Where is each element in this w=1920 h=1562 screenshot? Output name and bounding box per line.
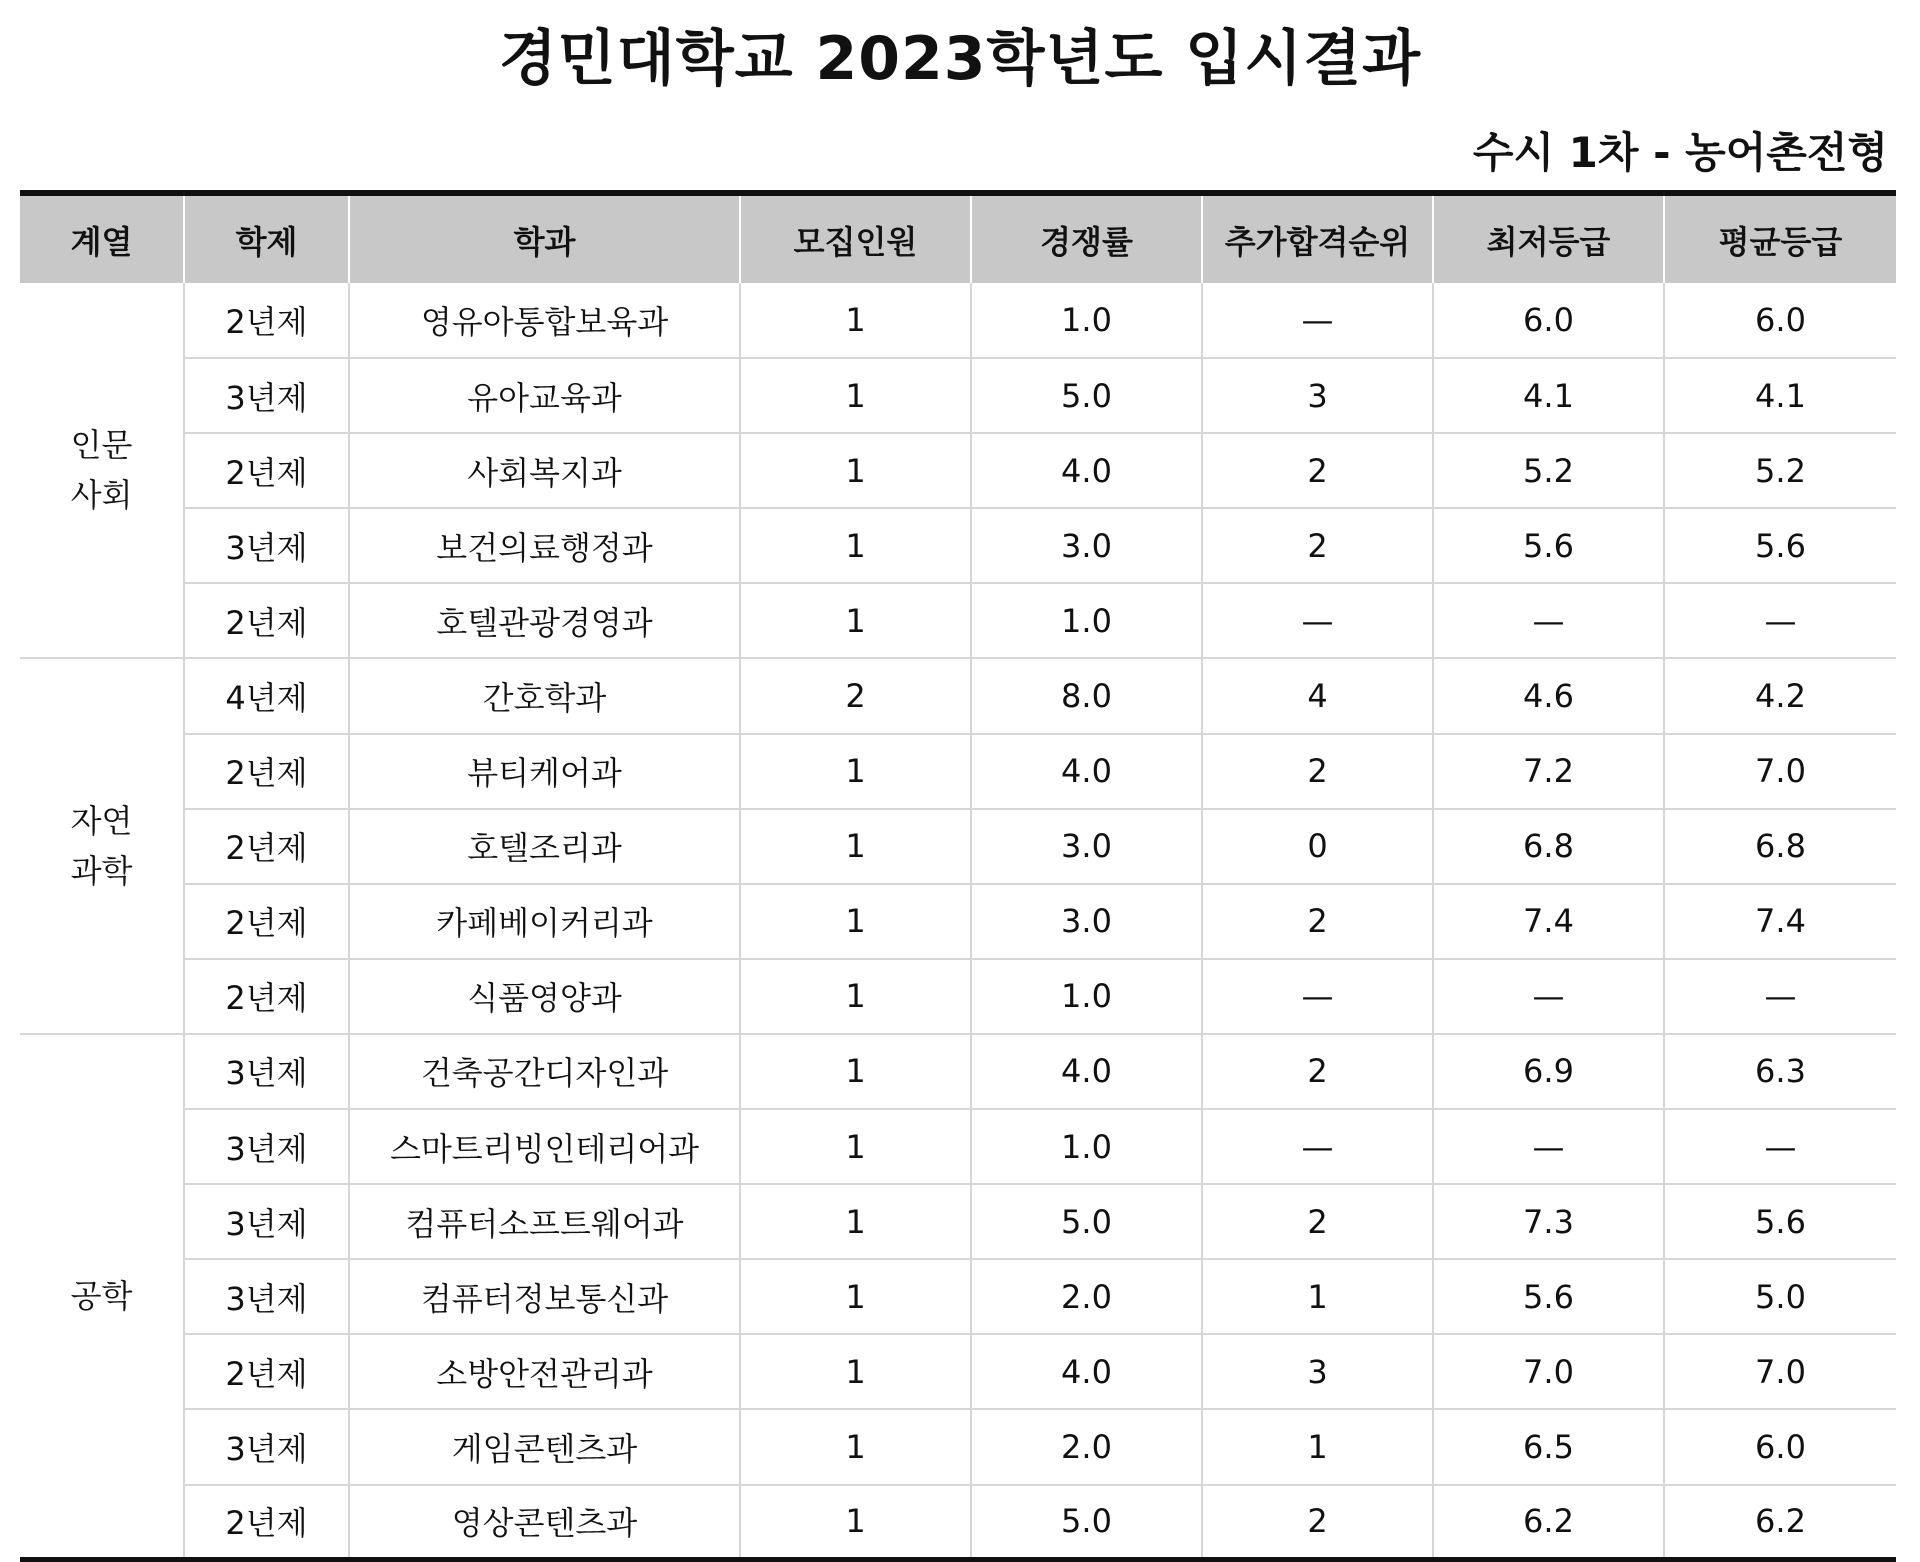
group-name-line: 공학 xyxy=(70,1277,133,1316)
avg-grade-cell: 7.0 xyxy=(1664,734,1896,809)
additional-rank-cell: 2 xyxy=(1202,1184,1433,1259)
avg-grade-cell: 6.0 xyxy=(1664,1409,1896,1484)
group-cell xyxy=(20,658,184,1033)
department-cell: 스마트리빙인테리어과 xyxy=(349,1109,740,1184)
avg-grade-cell: 4.1 xyxy=(1664,358,1896,433)
min-grade-cell: 6.9 xyxy=(1433,1034,1664,1109)
avg-grade-cell: 6.8 xyxy=(1664,809,1896,884)
additional-rank-cell: 3 xyxy=(1202,358,1433,433)
quota-cell: 1 xyxy=(740,959,971,1034)
table-row xyxy=(20,1109,1896,1184)
min-grade-cell: 7.0 xyxy=(1433,1334,1664,1409)
additional-rank-cell: 1 xyxy=(1202,1259,1433,1334)
additional-rank-cell: 2 xyxy=(1202,508,1433,583)
competition-rate-cell: 3.0 xyxy=(971,809,1202,884)
program-length-cell: 2년제 xyxy=(184,959,349,1034)
table-row xyxy=(20,1485,1896,1560)
program-length-cell: 2년제 xyxy=(184,809,349,884)
department-cell: 유아교육과 xyxy=(349,358,740,433)
competition-rate-cell: 4.0 xyxy=(971,734,1202,809)
min-grade-cell: 6.5 xyxy=(1433,1409,1664,1484)
avg-grade-cell: 6.2 xyxy=(1664,1485,1896,1560)
quota-cell: 1 xyxy=(740,734,971,809)
additional-rank-cell: 2 xyxy=(1202,433,1433,508)
additional-rank-cell: 4 xyxy=(1202,658,1433,733)
min-grade-cell: 4.6 xyxy=(1433,658,1664,733)
group-cell xyxy=(20,1034,184,1560)
quota-cell: 1 xyxy=(740,1184,971,1259)
min-grade-cell: 7.2 xyxy=(1433,734,1664,809)
competition-rate-cell: 1.0 xyxy=(971,959,1202,1034)
competition-rate-cell: 5.0 xyxy=(971,358,1202,433)
additional-rank-cell: — xyxy=(1202,583,1433,658)
header-cell-field: 계열 xyxy=(20,193,184,283)
competition-rate-cell: 2.0 xyxy=(971,1259,1202,1334)
avg-grade-cell: 7.0 xyxy=(1664,1334,1896,1409)
table-row xyxy=(20,1034,1896,1109)
competition-rate-cell: 4.0 xyxy=(971,433,1202,508)
competition-rate-cell: 2.0 xyxy=(971,1409,1202,1484)
department-cell: 식품영양과 xyxy=(349,959,740,1034)
avg-grade-cell: 6.3 xyxy=(1664,1034,1896,1109)
competition-rate-cell: 5.0 xyxy=(971,1485,1202,1560)
additional-rank-cell: 1 xyxy=(1202,1409,1433,1484)
min-grade-cell: 4.1 xyxy=(1433,358,1664,433)
quota-cell: 1 xyxy=(740,1109,971,1184)
avg-grade-cell: 4.2 xyxy=(1664,658,1896,733)
table-row xyxy=(20,583,1896,658)
department-cell: 카페베이커리과 xyxy=(349,884,740,959)
department-cell: 뷰티케어과 xyxy=(349,734,740,809)
program-length-cell: 3년제 xyxy=(184,1034,349,1109)
department-cell: 영유아통합보육과 xyxy=(349,283,740,358)
department-cell: 호텔관광경영과 xyxy=(349,583,740,658)
additional-rank-cell: — xyxy=(1202,283,1433,358)
group-name-line: 과학 xyxy=(70,852,133,891)
avg-grade-cell: — xyxy=(1664,1109,1896,1184)
additional-rank-cell: — xyxy=(1202,1109,1433,1184)
quota-cell: 1 xyxy=(740,809,971,884)
table-header xyxy=(20,193,1896,283)
program-length-cell: 4년제 xyxy=(184,658,349,733)
page-subtitle: 수시 1차 - 농어촌전형 xyxy=(1472,128,1888,177)
department-cell: 보건의료행정과 xyxy=(349,508,740,583)
page-title: 경민대학교 2023학년도 입시결과 xyxy=(498,24,1422,94)
additional-rank-cell: 2 xyxy=(1202,1034,1433,1109)
avg-grade-cell: 5.6 xyxy=(1664,1184,1896,1259)
admission-results-table xyxy=(20,190,1896,1562)
program-length-cell: 3년제 xyxy=(184,1184,349,1259)
table-row xyxy=(20,959,1896,1034)
department-cell: 컴퓨터소프트웨어과 xyxy=(349,1184,740,1259)
min-grade-cell: 6.2 xyxy=(1433,1485,1664,1560)
table-row xyxy=(20,1259,1896,1334)
header-cell-additional-rank: 추가합격순위 xyxy=(1202,193,1433,283)
quota-cell: 1 xyxy=(740,283,971,358)
group-name-line: 사회 xyxy=(70,476,133,515)
group-name-line: 인문 xyxy=(70,426,133,465)
competition-rate-cell: 4.0 xyxy=(971,1034,1202,1109)
header-cell-avg-grade: 평균등급 xyxy=(1664,193,1896,283)
program-length-cell: 2년제 xyxy=(184,884,349,959)
header-cell-min-grade: 최저등급 xyxy=(1433,193,1664,283)
department-cell: 게임콘텐츠과 xyxy=(349,1409,740,1484)
program-length-cell: 3년제 xyxy=(184,1409,349,1484)
table-row xyxy=(20,734,1896,809)
min-grade-cell: — xyxy=(1433,1109,1664,1184)
competition-rate-cell: 8.0 xyxy=(971,658,1202,733)
competition-rate-cell: 1.0 xyxy=(971,583,1202,658)
competition-rate-cell: 1.0 xyxy=(971,1109,1202,1184)
department-cell: 영상콘텐츠과 xyxy=(349,1485,740,1560)
min-grade-cell: 5.6 xyxy=(1433,1259,1664,1334)
table-row xyxy=(20,283,1896,358)
table-row xyxy=(20,884,1896,959)
additional-rank-cell: 2 xyxy=(1202,884,1433,959)
group-cell xyxy=(20,283,184,658)
avg-grade-cell: 7.4 xyxy=(1664,884,1896,959)
competition-rate-cell: 5.0 xyxy=(971,1184,1202,1259)
avg-grade-cell: 5.6 xyxy=(1664,508,1896,583)
table-body xyxy=(20,283,1896,1560)
program-length-cell: 2년제 xyxy=(184,1334,349,1409)
table-row xyxy=(20,1184,1896,1259)
quota-cell: 1 xyxy=(740,1334,971,1409)
quota-cell: 1 xyxy=(740,1259,971,1334)
program-length-cell: 3년제 xyxy=(184,508,349,583)
quota-cell: 1 xyxy=(740,884,971,959)
table-row xyxy=(20,809,1896,884)
header-cell-quota: 모집인원 xyxy=(740,193,971,283)
quota-cell: 1 xyxy=(740,1034,971,1109)
quota-cell: 2 xyxy=(740,658,971,733)
min-grade-cell: 5.6 xyxy=(1433,508,1664,583)
additional-rank-cell: 0 xyxy=(1202,809,1433,884)
table-row xyxy=(20,1409,1896,1484)
quota-cell: 1 xyxy=(740,358,971,433)
competition-rate-cell: 1.0 xyxy=(971,283,1202,358)
min-grade-cell: 7.4 xyxy=(1433,884,1664,959)
avg-grade-cell: — xyxy=(1664,583,1896,658)
table-row xyxy=(20,1334,1896,1409)
avg-grade-cell: — xyxy=(1664,959,1896,1034)
department-cell: 호텔조리과 xyxy=(349,809,740,884)
header-cell-department: 학과 xyxy=(349,193,740,283)
department-cell: 소방안전관리과 xyxy=(349,1334,740,1409)
department-cell: 건축공간디자인과 xyxy=(349,1034,740,1109)
program-length-cell: 2년제 xyxy=(184,734,349,809)
quota-cell: 1 xyxy=(740,433,971,508)
competition-rate-cell: 4.0 xyxy=(971,1334,1202,1409)
min-grade-cell: — xyxy=(1433,583,1664,658)
additional-rank-cell: 2 xyxy=(1202,1485,1433,1560)
program-length-cell: 2년제 xyxy=(184,1485,349,1560)
table-row xyxy=(20,508,1896,583)
header-cell-program-length: 학제 xyxy=(184,193,349,283)
program-length-cell: 3년제 xyxy=(184,358,349,433)
competition-rate-cell: 3.0 xyxy=(971,884,1202,959)
min-grade-cell: 6.0 xyxy=(1433,283,1664,358)
department-cell: 간호학과 xyxy=(349,658,740,733)
min-grade-cell: 6.8 xyxy=(1433,809,1664,884)
table-row xyxy=(20,658,1896,733)
program-length-cell: 2년제 xyxy=(184,433,349,508)
table-row xyxy=(20,433,1896,508)
avg-grade-cell: 5.2 xyxy=(1664,433,1896,508)
avg-grade-cell: 6.0 xyxy=(1664,283,1896,358)
program-length-cell: 3년제 xyxy=(184,1109,349,1184)
program-length-cell: 3년제 xyxy=(184,1259,349,1334)
header-row xyxy=(20,193,1896,283)
quota-cell: 1 xyxy=(740,1409,971,1484)
quota-cell: 1 xyxy=(740,1485,971,1560)
min-grade-cell: 7.3 xyxy=(1433,1184,1664,1259)
avg-grade-cell: 5.0 xyxy=(1664,1259,1896,1334)
additional-rank-cell: 2 xyxy=(1202,734,1433,809)
min-grade-cell: 5.2 xyxy=(1433,433,1664,508)
additional-rank-cell: 3 xyxy=(1202,1334,1433,1409)
program-length-cell: 2년제 xyxy=(184,583,349,658)
quota-cell: 1 xyxy=(740,508,971,583)
table-row xyxy=(20,358,1896,433)
department-cell: 사회복지과 xyxy=(349,433,740,508)
additional-rank-cell: — xyxy=(1202,959,1433,1034)
program-length-cell: 2년제 xyxy=(184,283,349,358)
min-grade-cell: — xyxy=(1433,959,1664,1034)
competition-rate-cell: 3.0 xyxy=(971,508,1202,583)
header-cell-competition-rate: 경쟁률 xyxy=(971,193,1202,283)
department-cell: 컴퓨터정보통신과 xyxy=(349,1259,740,1334)
group-name-line: 자연 xyxy=(70,802,133,841)
quota-cell: 1 xyxy=(740,583,971,658)
